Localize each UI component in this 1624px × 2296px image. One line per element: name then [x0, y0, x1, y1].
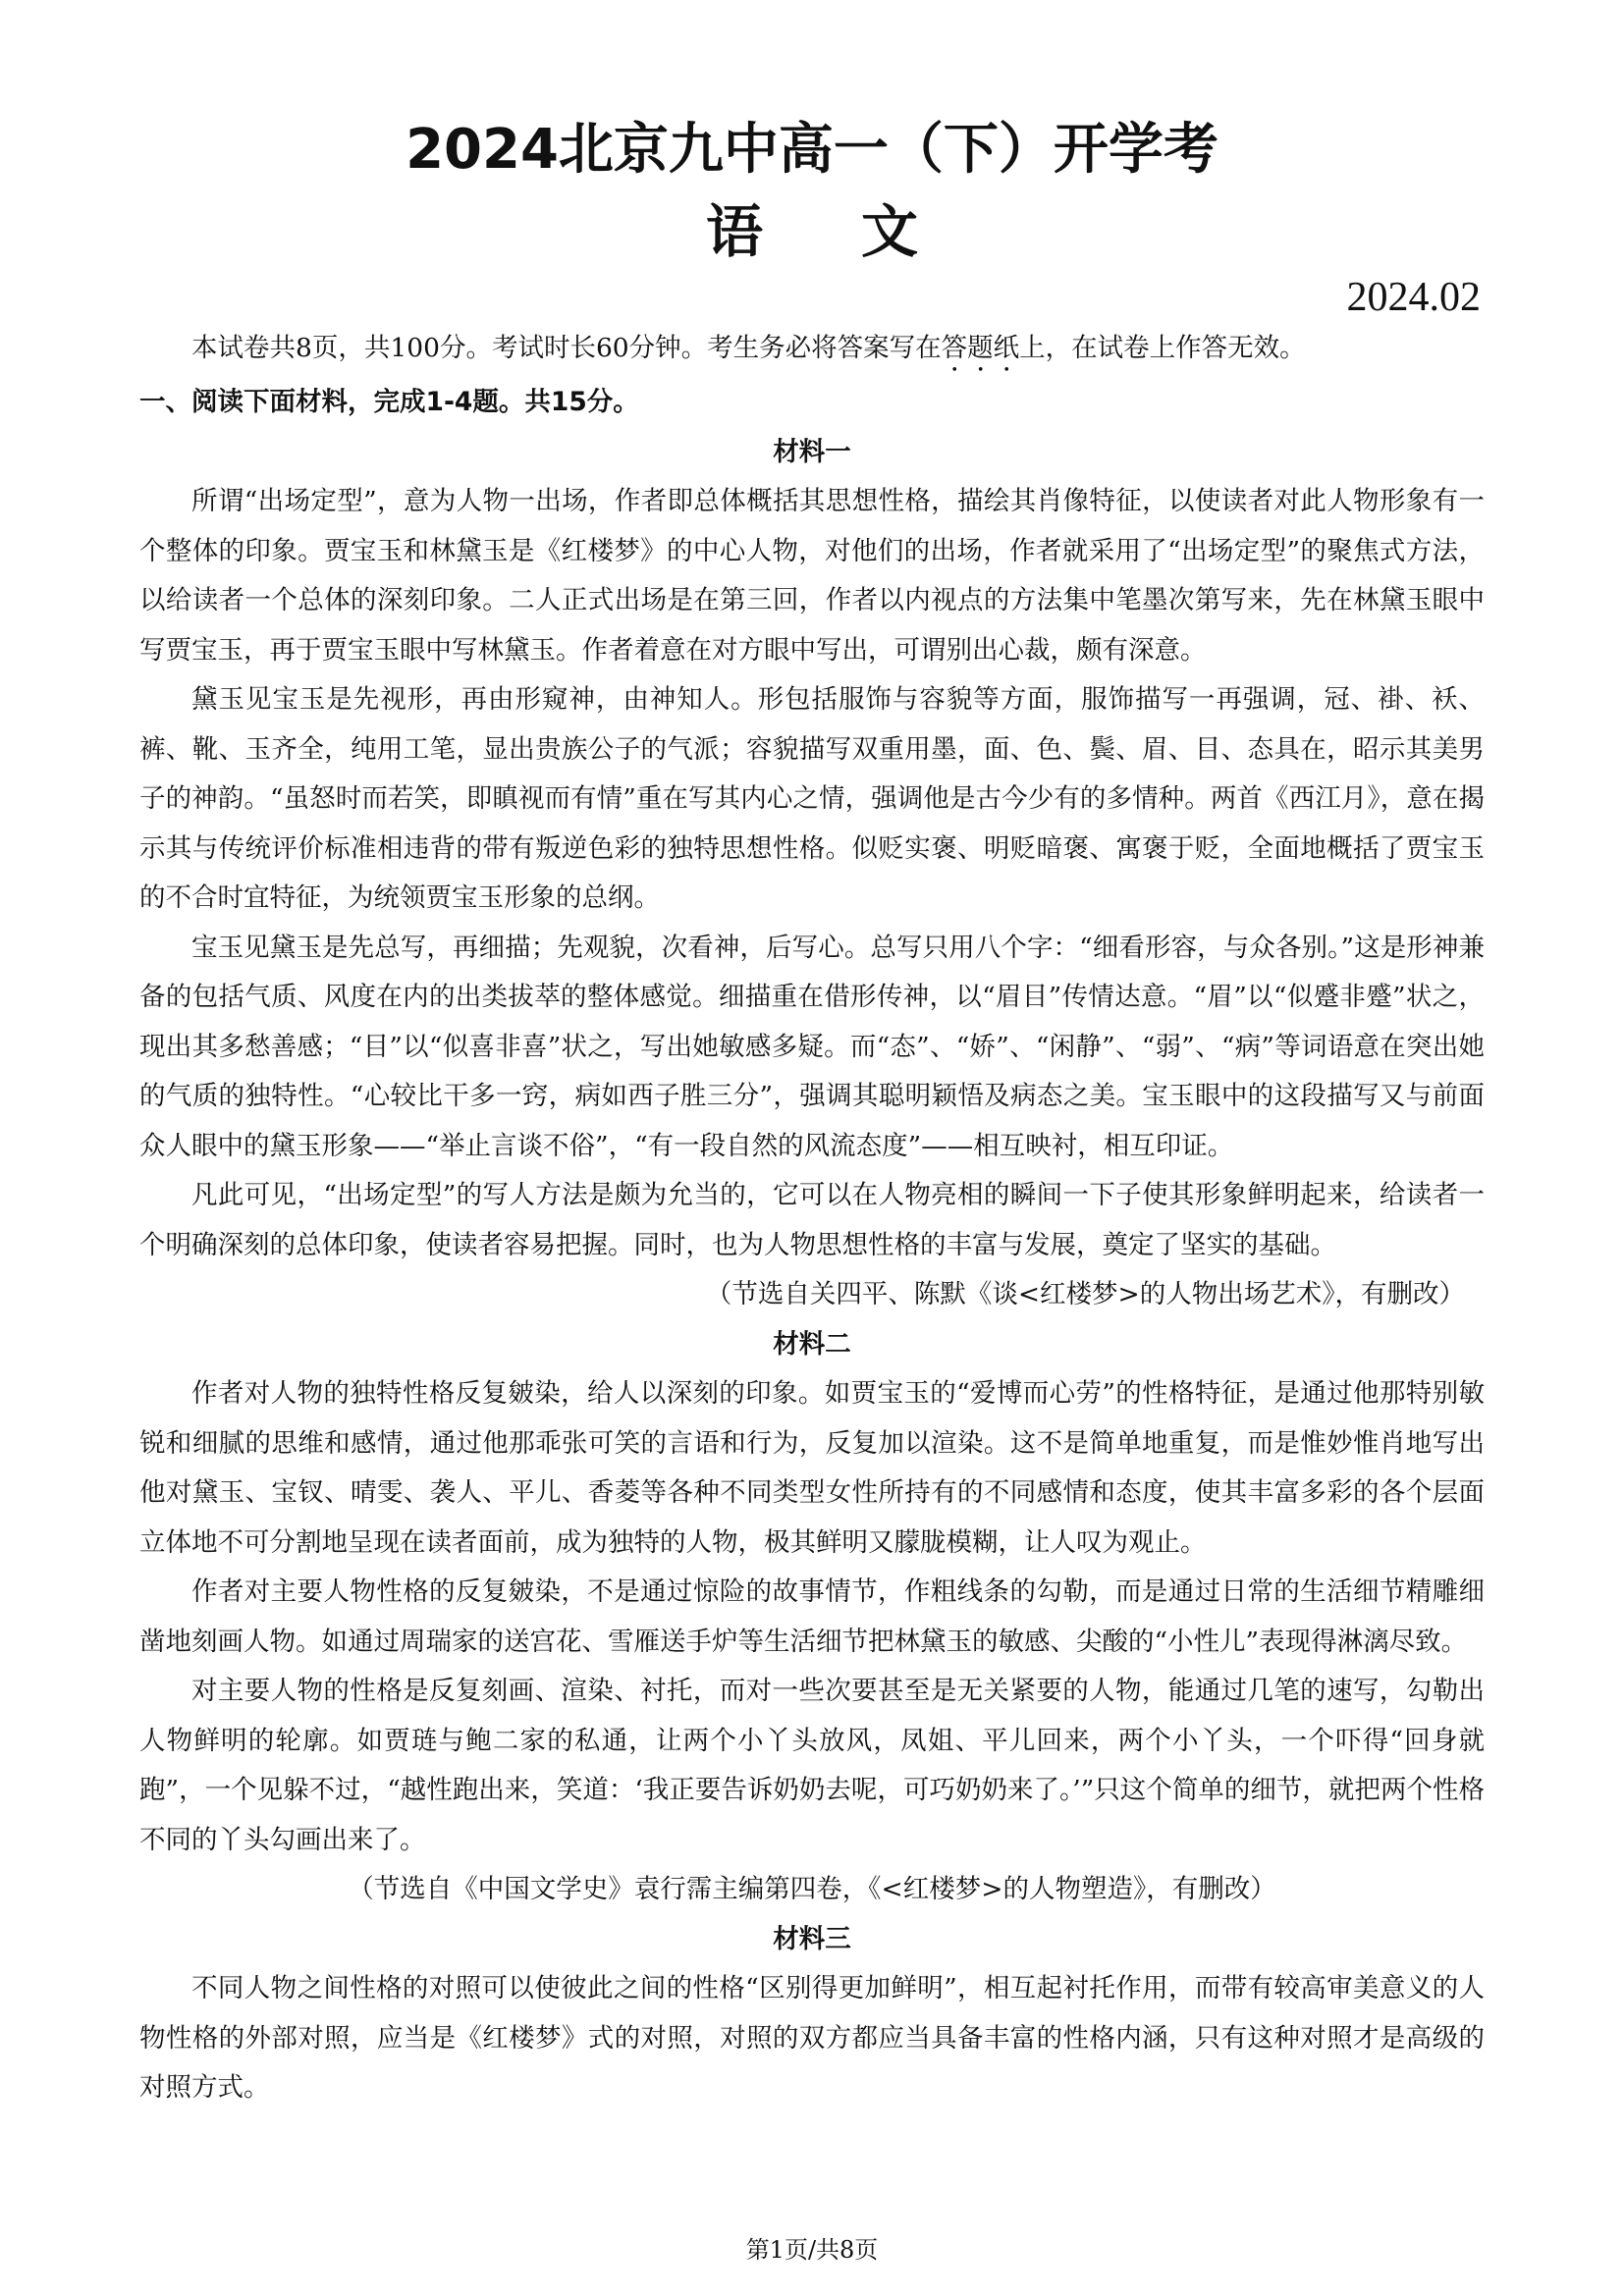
page-footer: 第1页/共8页 [745, 2236, 879, 2264]
material-3-heading: 材料三 [773, 1923, 851, 1954]
section-heading: 一、阅读下面材料，完成1-4题。共15分。 [139, 387, 639, 417]
exam-body [139, 324, 1485, 2113]
notice-emphasis: 答题纸 [941, 333, 1020, 363]
notice-text-after: 上，在试卷上作答无效。 [1019, 333, 1306, 363]
material-2-paragraph: 对主要人物的性格是反复刻画、渲染、衬托，而对一些次要甚至是无关紧要的人物，能通过几笔的速写，勾勒出人物鲜明的轮廓。如贾琏与鲍二家的私通，让两个小丫头放风，凤姐、平儿回来，两个小丫头，一个吓得“回身就跑”，一个见躲不过，“越性跑出来，笑道：‘我正要告诉奶奶去呢，可巧奶奶来了。’”只这个简单的细节，就把两个性格不同的丫头勾画出来了。 [139, 1676, 1485, 1855]
material-1-paragraph: 黛玉见宝玉是先视形，再由形窥神，由神知人。形包括服饰与容貌等方面，服饰描写一再强调，冠、褂、袄、裤、靴、玉齐全，纯用工笔，显出贵族公子的气派；容貌描写双重用墨，面、色、鬓、眉、目、态具在，昭示其美男子的神韵。“虽怒时而若笑，即瞋视而有情”重在写其内心之情，强调他是古今少有的多情种。两首《西江月》，意在揭示其与传统评价标准相违背的带有叛逆色彩的独特思想性格。似贬实褒、明贬暗褒、寓褒于贬，全面地概括了贾宝玉的不合时宜特征，为统领贾宝玉形象的总纲。 [139, 684, 1485, 913]
material-2-paragraph: 作者对人物的独特性格反复皴染，给人以深刻的印象。如贾宝玉的“爱博而心劳”的性格特征，是通过他那特别敏锐和细腻的思维和感情，通过他那乖张可笑的言语和行为，反复加以渲染。这不是简单地重复，而是惟妙惟肖地写出他对黛玉、宝钗、晴雯、袭人、平儿、香菱等各种不同类型女性所持有的不同感情和态度，使其丰富多彩的各个层面立体地不可分割地呈现在读者面前，成为独特的人物，极其鲜明又朦胧模糊，让人叹为观止。 [139, 1378, 1485, 1558]
material-3-paragraph: 不同人物之间性格的对照可以使彼此之间的性格“区别得更加鲜明”，相互起衬托作用，而带有较高审美意义的人物性格的外部对照，应当是《红楼梦》式的对照，对照的双方都应当具备丰富的性格内涵，只有这种对照才是高级的对照方式。 [139, 1973, 1485, 2103]
material-2-heading: 材料二 [773, 1328, 851, 1360]
material-2-paragraph: 作者对主要人物性格的反复皴染，不是通过惊险的故事情节，作粗线条的勾勒，而是通过日常的生活细节精雕细凿地刻画人物。如通过周瑞家的送宫花、雪雁送手炉等生活细节把林黛玉的敏感、尖酸的“小性儿”表现得淋漓尽致。 [139, 1576, 1485, 1657]
subject-title: 语文 [705, 198, 1016, 265]
exam-title: 2024北京九中高一（下）开学考 [406, 118, 1218, 182]
material-2-source: （节选自《中国文学史》袁行霈主编第四卷，《<红楼梦>的人物塑造》，有删改） [348, 1874, 1276, 1904]
material-1-paragraph: 宝玉见黛玉是先总写，再细描；先观貌，次看神，后写心。总写只用八个字：“细看形容，与众各别。”这是形神兼备的包括气质、风度在内的出类拔萃的整体感觉。细描重在借形传神，以“眉目”传情达意。“眉”以“似蹙非蹙”状之，现出其多愁善感；“目”以“似喜非喜”状之，写出她敏感多疑。而“态”、“娇”、“闲静”、“弱”、“病”等词语意在突出她的气质的独特性。“心较比干多一窍，病如西子胜三分”，强调其聪明颖悟及病态之美。宝玉眼中的这段描写又与前面众人眼中的黛玉形象——“举止言谈不俗”，“有一段自然的风流态度”——相互映衬，相互印证。 [139, 932, 1485, 1161]
material-1-paragraph: 凡此可见，“出场定型”的写人方法是颇为允当的，它可以在人物亮相的瞬间一下子使其形象鲜明起来，给读者一个明确深刻的总体印象，使读者容易把握。同时，也为人物思想性格的丰富与发展，奠定了坚实的基础。 [139, 1180, 1485, 1260]
notice-text-before: 本试卷共8页，共100分。考试时长60分钟。考生务必将答案写在 [191, 333, 942, 363]
material-1-source: （节选自关四平、陈默《谈<红楼梦>的人物出场艺术》，有删改） [705, 1279, 1465, 1309]
exam-date: 2024.02 [1346, 275, 1481, 320]
exam-notice [139, 324, 1485, 378]
material-1-paragraph: 所谓“出场定型”，意为人物一出场，作者即总体概括其思想性格，描绘其肖像特征，以使读者对此人物形象有一个整体的印象。贾宝玉和林黛玉是《红楼梦》的中心人物，对他们的出场，作者就采用了“出场定型”的聚焦式方法，以给读者一个总体的深刻印象。二人正式出场是在第三回，作者以内视点的方法集中笔墨次第写来，先在林黛玉眼中写贾宝玉，再于贾宝玉眼中写林黛玉。作者着意在对方眼中写出，可谓别出心裁，颇有深意。 [139, 486, 1485, 666]
material-1-heading: 材料一 [773, 436, 851, 467]
